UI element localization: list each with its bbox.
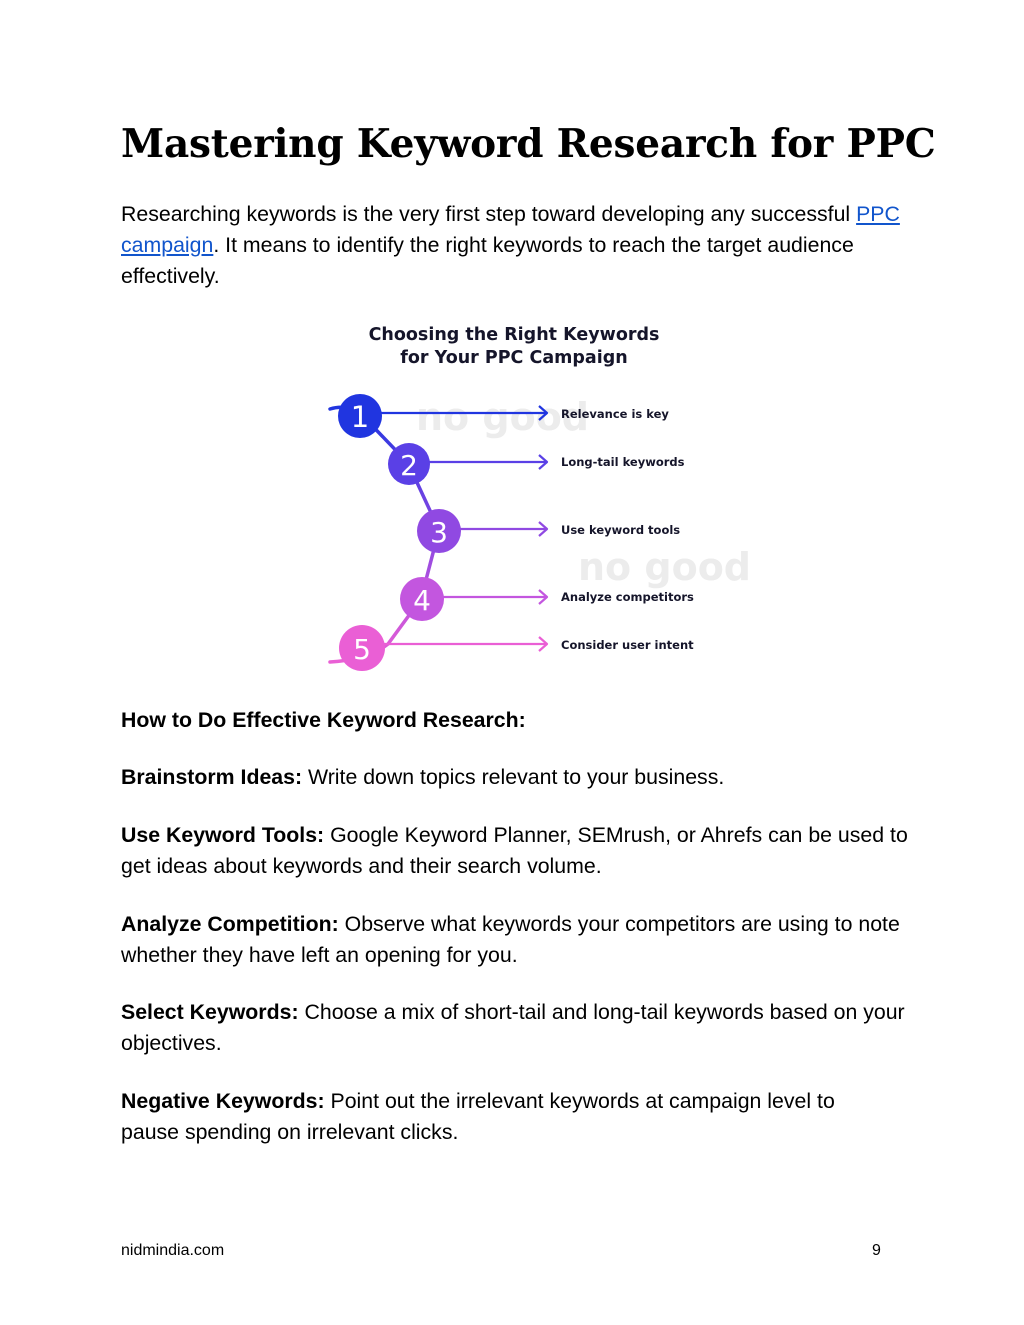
step-1-number: 1 (350, 400, 370, 434)
step-4-label: Analyze competitors (561, 590, 694, 604)
item-term: Select Keywords: (121, 1000, 299, 1024)
watermark-text: no good (416, 395, 590, 439)
page-title: Mastering Keyword Research for PPC (121, 121, 936, 167)
item-text: Observe what keywords your competitors are using to note whether they have left an opening for you. (121, 912, 900, 967)
step-2-number: 2 (400, 449, 418, 482)
step-2-label: Long-tail keywords (561, 455, 685, 469)
footer-site: nidmindia.com (121, 1242, 225, 1259)
list-item-brainstorm (121, 762, 911, 793)
section-heading: How to Do Effective Keyword Research: (121, 708, 526, 732)
step-5-label: Consider user intent (561, 638, 694, 652)
watermark-text: no good (578, 545, 752, 589)
item-term: Use Keyword Tools: (121, 823, 325, 847)
list-item-keyword-tools (121, 820, 911, 882)
ppc-campaign-link[interactable]: PPC campaign (121, 202, 900, 257)
list-item-competition (121, 909, 911, 971)
watermark (416, 395, 751, 589)
item-text: Write down topics relevant to your business. (302, 765, 725, 789)
item-term: Analyze Competition: (121, 912, 339, 936)
infographic-title-line-2: for Your PPC Campaign (400, 348, 628, 368)
intro-paragraph (121, 199, 911, 292)
intro-text-after-link: . It means to identify the right keywords to reach the target audience effectively. (121, 233, 854, 288)
item-text: Google Keyword Planner, SEMrush, or Ahrefs can be used to get ideas about keywords and their search volume. (121, 823, 908, 878)
list-item-negative-keywords (121, 1086, 891, 1148)
step-3-label: Use keyword tools (561, 523, 681, 537)
item-term: Brainstorm Ideas: (121, 765, 303, 789)
intro-text-before-link: Researching keywords is the very first step toward developing any successful (121, 202, 857, 226)
step-5 (339, 625, 694, 671)
item-text: Choose a mix of short-tail and long-tail keywords based on your objectives. (121, 1000, 905, 1055)
step-5-number: 5 (353, 633, 371, 666)
page-number: 9 (872, 1242, 881, 1259)
infographic-title-line-1: Choosing the Right Keywords (368, 325, 660, 345)
item-text: Point out the irrelevant keywords at campaign level to pause spending on irrelevant clicks. (121, 1089, 835, 1144)
step-2 (388, 443, 685, 485)
list-item-select-keywords (121, 997, 911, 1059)
keyword-steps-infographic (328, 318, 752, 674)
step-4-number: 4 (413, 584, 431, 617)
item-term: Negative Keywords: (121, 1089, 325, 1113)
step-3-number: 3 (430, 516, 448, 549)
step-1-label: Relevance is key (561, 407, 669, 421)
